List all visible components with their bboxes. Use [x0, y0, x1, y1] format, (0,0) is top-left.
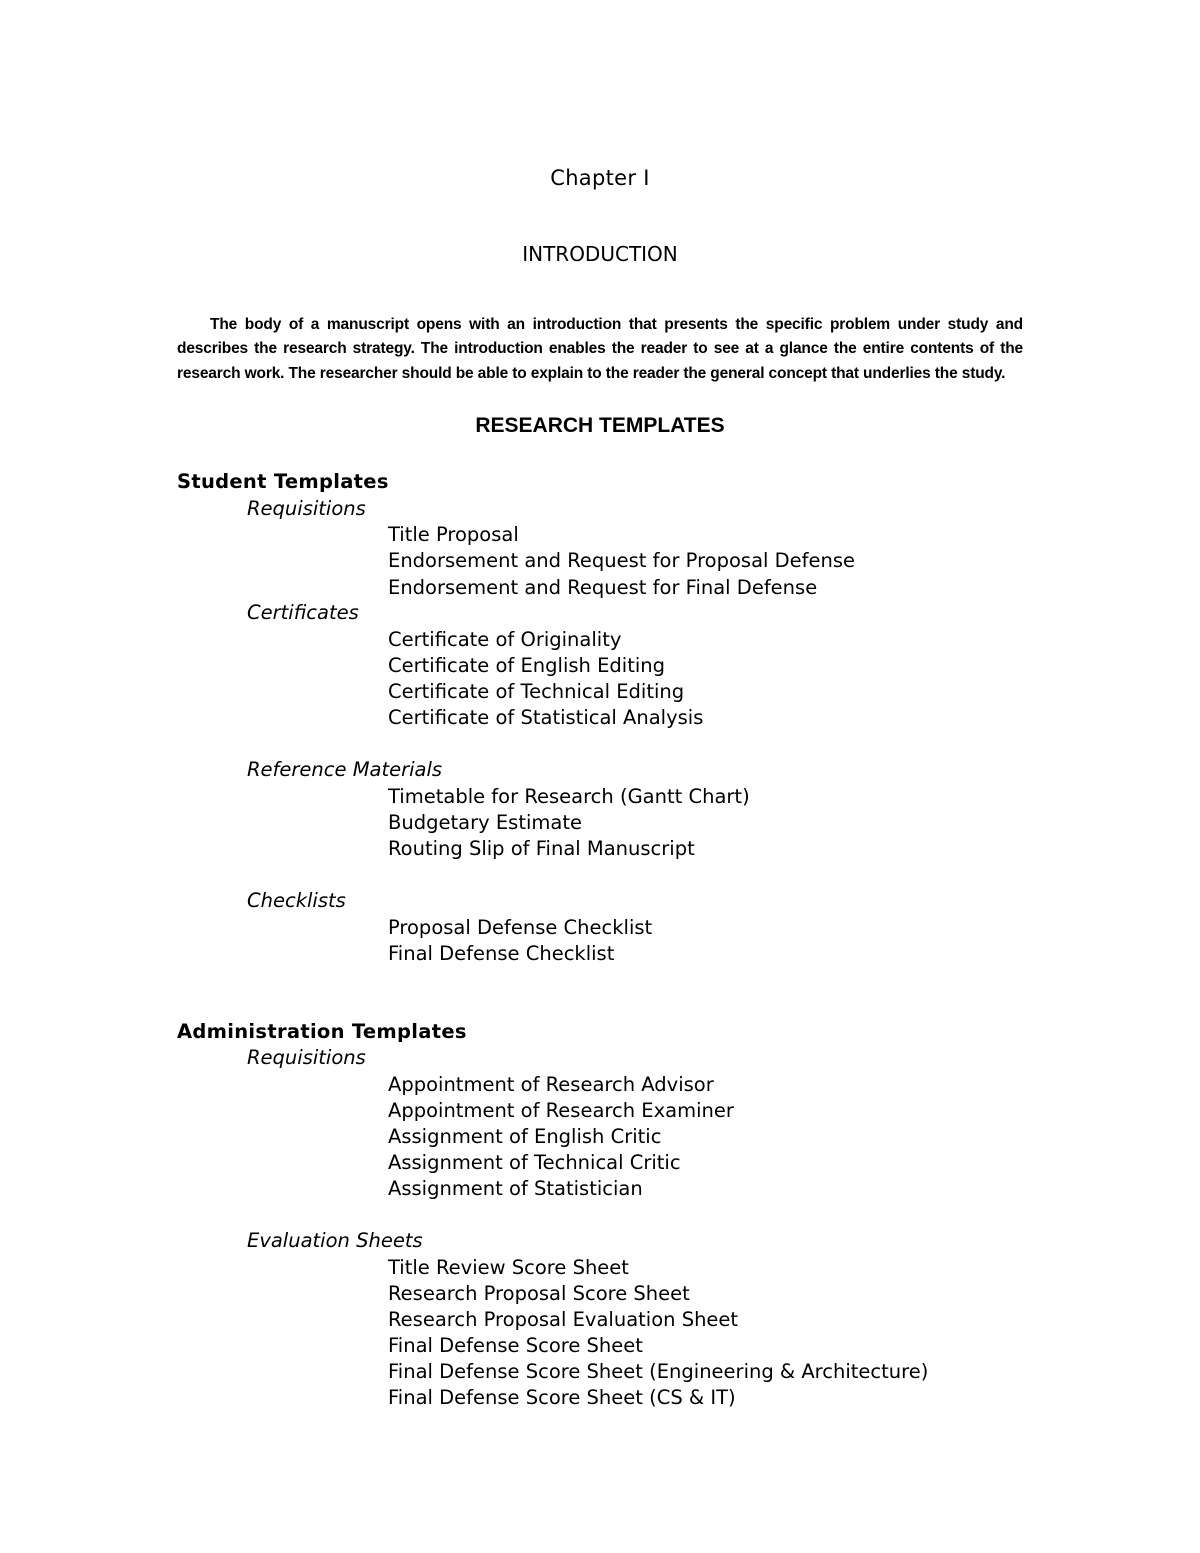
list-item: Research Proposal Evaluation Sheet	[388, 1308, 739, 1331]
student-certificates-label: Certificates	[247, 601, 359, 624]
list-item: Assignment of English Critic	[388, 1125, 662, 1148]
list-item: Final Defense Checklist	[388, 942, 615, 965]
list-item: Certificate of Statistical Analysis	[388, 706, 704, 729]
student-requisitions-label: Requisitions	[247, 497, 366, 520]
list-item: Certificate of English Editing	[388, 654, 666, 677]
list-item: Final Defense Score Sheet	[388, 1334, 643, 1357]
list-item: Appointment of Research Advisor	[388, 1073, 714, 1096]
list-item: Appointment of Research Examiner	[388, 1099, 734, 1122]
introduction-heading: INTRODUCTION	[522, 242, 678, 266]
student-checklists-label: Checklists	[247, 889, 346, 912]
list-item: Final Defense Score Sheet (CS & IT)	[388, 1386, 736, 1409]
list-item: Research Proposal Score Sheet	[388, 1282, 690, 1305]
list-item: Budgetary Estimate	[388, 811, 582, 834]
admin-requisitions-label: Requisitions	[247, 1046, 366, 1069]
student-templates-heading: Student Templates	[177, 470, 389, 493]
list-item: Timetable for Research (Gantt Chart)	[388, 785, 750, 808]
list-item: Assignment of Technical Critic	[388, 1151, 681, 1174]
research-templates-title: RESEARCH TEMPLATES	[475, 414, 725, 437]
list-item: Title Review Score Sheet	[388, 1256, 629, 1279]
list-item: Routing Slip of Final Manuscript	[388, 837, 695, 860]
admin-evaluation-sheets-label: Evaluation Sheets	[247, 1229, 423, 1252]
list-item: Proposal Defense Checklist	[388, 916, 653, 939]
list-item: Certificate of Originality	[388, 628, 622, 651]
list-item: Endorsement and Request for Proposal Defense	[388, 549, 856, 572]
list-item: Final Defense Score Sheet (Engineering & Architecture)	[388, 1360, 929, 1383]
student-reference-materials-label: Reference Materials	[247, 758, 443, 781]
list-item: Endorsement and Request for Final Defense	[388, 576, 818, 599]
introduction-paragraph: The body of a manuscript opens with an introduction that presents the specific problem under study and describes the research strategy. The introduction enables the reader to see at a glance the entire contents of the research work. The researcher should be able to explain to the reader the general concept that underlies the study.	[177, 316, 1023, 382]
list-item: Title Proposal	[388, 523, 519, 546]
administration-templates-heading: Administration Templates	[177, 1020, 467, 1043]
list-item: Certificate of Technical Editing	[388, 680, 685, 703]
chapter-heading: Chapter I	[550, 166, 650, 190]
list-item: Assignment of Statistician	[388, 1177, 643, 1200]
